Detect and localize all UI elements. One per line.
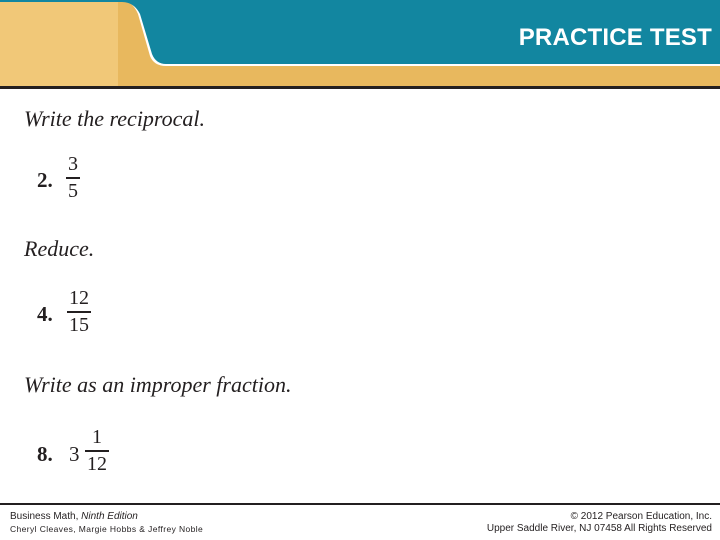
- numerator: 12: [69, 287, 89, 309]
- copyright-notice: © 2012 Pearson Education, Inc.: [570, 511, 712, 522]
- book-name: Business Math,: [10, 511, 82, 522]
- problem-number-4: 4.: [37, 302, 53, 326]
- fraction-problem-2: [66, 154, 80, 201]
- denominator: 12: [87, 452, 107, 475]
- rights-notice: Upper Saddle River, NJ 07458 All Rights Reserved: [486, 523, 712, 534]
- practice-content: [0, 88, 720, 503]
- slide-header: [0, 0, 720, 90]
- fraction-problem-4: [67, 288, 91, 335]
- problem-number-8: 8.: [37, 442, 53, 466]
- instruction-improper-fraction: Write as an improper fraction.: [24, 372, 292, 397]
- denominator: 15: [69, 313, 89, 336]
- mixed-number-whole: 3: [69, 442, 80, 466]
- denominator: 5: [68, 179, 78, 202]
- fraction-bar: [66, 177, 80, 179]
- book-title: [10, 511, 138, 522]
- page-title: PRACTICE TEST: [518, 24, 712, 51]
- instruction-reciprocal: Write the reciprocal.: [24, 106, 206, 131]
- instruction-reduce: Reduce.: [24, 236, 95, 261]
- book-edition: Ninth Edition: [81, 511, 138, 522]
- numerator: 1: [92, 426, 102, 448]
- fraction-bar: [85, 450, 109, 452]
- fraction-problem-8: [85, 427, 109, 474]
- fraction-bar: [67, 311, 91, 313]
- footer-rule: [0, 503, 720, 505]
- numerator: 3: [68, 153, 78, 175]
- problem-number-2: 2.: [37, 168, 53, 192]
- book-authors: Cheryl Cleaves, Margie Hobbs & Jeffrey Noble: [10, 524, 204, 534]
